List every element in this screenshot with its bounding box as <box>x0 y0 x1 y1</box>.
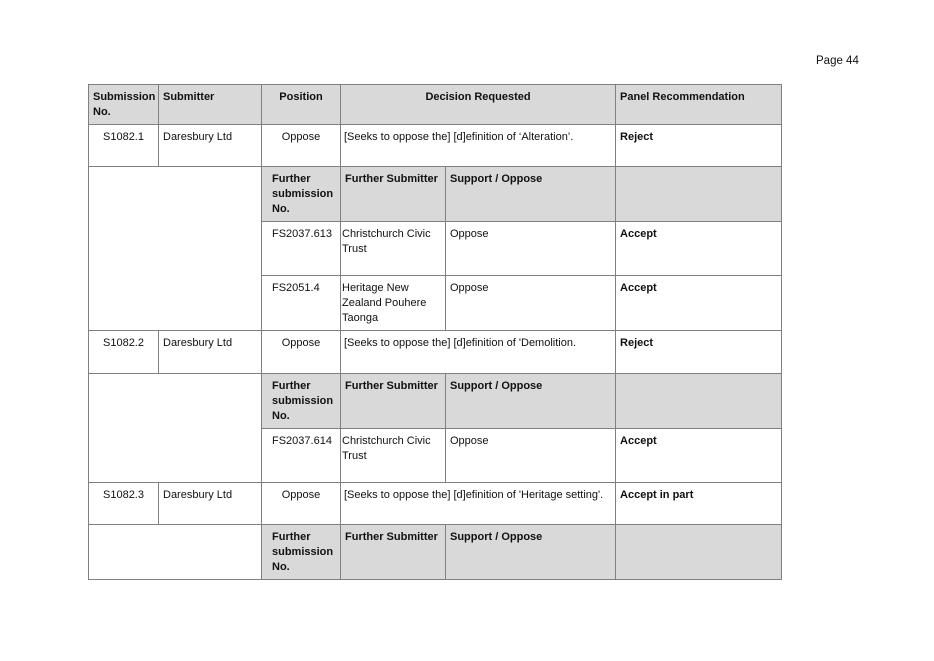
further-submission-number: FS2037.613 <box>262 222 341 276</box>
further-header-submitter: Further Submitter <box>341 167 446 222</box>
submissions-table <box>88 84 782 580</box>
further-header-number: Further submission No. <box>262 374 341 429</box>
submitter-name: Daresbury Ltd <box>159 483 262 525</box>
header-submitter: Submitter <box>159 85 262 125</box>
further-submitter-name: Christchurch Civic Trust <box>341 429 446 483</box>
submission-number: S1082.3 <box>89 483 159 525</box>
empty-cell <box>89 167 262 331</box>
further-header-submitter: Further Submitter <box>341 525 446 580</box>
submission-number: S1082.1 <box>89 125 159 167</box>
further-submission-number: FS2051.4 <box>262 276 341 331</box>
submission-row <box>89 483 782 525</box>
further-submitter-name: Christchurch Civic Trust <box>341 222 446 276</box>
table-header-row <box>89 85 782 125</box>
submission-row <box>89 331 782 374</box>
further-header-empty <box>616 374 782 429</box>
submission-number: S1082.2 <box>89 331 159 374</box>
further-header-support-oppose: Support / Oppose <box>446 167 616 222</box>
submitter-name: Daresbury Ltd <box>159 125 262 167</box>
submission-position: Oppose <box>262 125 341 167</box>
panel-recommendation: Accept in part <box>616 483 782 525</box>
further-header-support-oppose: Support / Oppose <box>446 525 616 580</box>
further-header-number: Further submission No. <box>262 525 341 580</box>
further-header-empty <box>616 525 782 580</box>
submitter-name: Daresbury Ltd <box>159 331 262 374</box>
further-submission-position: Oppose <box>446 222 616 276</box>
further-header-submitter: Further Submitter <box>341 374 446 429</box>
further-submission-position: Oppose <box>446 276 616 331</box>
further-recommendation: Accept <box>616 429 782 483</box>
further-recommendation: Accept <box>616 222 782 276</box>
further-header-row <box>89 525 782 580</box>
decision-requested: [Seeks to oppose the] [d]efinition of 'Demolition. <box>341 331 616 374</box>
further-header-row <box>89 167 782 222</box>
further-header-number: Further submission No. <box>262 167 341 222</box>
submission-row <box>89 125 782 167</box>
further-submission-number: FS2037.614 <box>262 429 341 483</box>
page-number: Page 44 <box>816 55 859 67</box>
submission-position: Oppose <box>262 483 341 525</box>
further-submitter-name: Heritage New Zealand Pouhere Taonga <box>341 276 446 331</box>
further-recommendation: Accept <box>616 276 782 331</box>
header-panel-recommendation: Panel Recommendation <box>616 85 782 125</box>
further-header-row <box>89 374 782 429</box>
header-submission-no: Submission No. <box>89 85 159 125</box>
further-submission-position: Oppose <box>446 429 616 483</box>
panel-recommendation: Reject <box>616 331 782 374</box>
decision-requested: [Seeks to oppose the] [d]efinition of ‘Alteration’. <box>341 125 616 167</box>
further-header-support-oppose: Support / Oppose <box>446 374 616 429</box>
empty-cell <box>89 525 262 580</box>
panel-recommendation: Reject <box>616 125 782 167</box>
decision-requested: [Seeks to oppose the] [d]efinition of 'Heritage setting'. <box>341 483 616 525</box>
submission-position: Oppose <box>262 331 341 374</box>
header-position: Position <box>262 85 341 125</box>
header-decision-requested: Decision Requested <box>341 85 616 125</box>
empty-cell <box>89 374 262 483</box>
further-header-empty <box>616 167 782 222</box>
